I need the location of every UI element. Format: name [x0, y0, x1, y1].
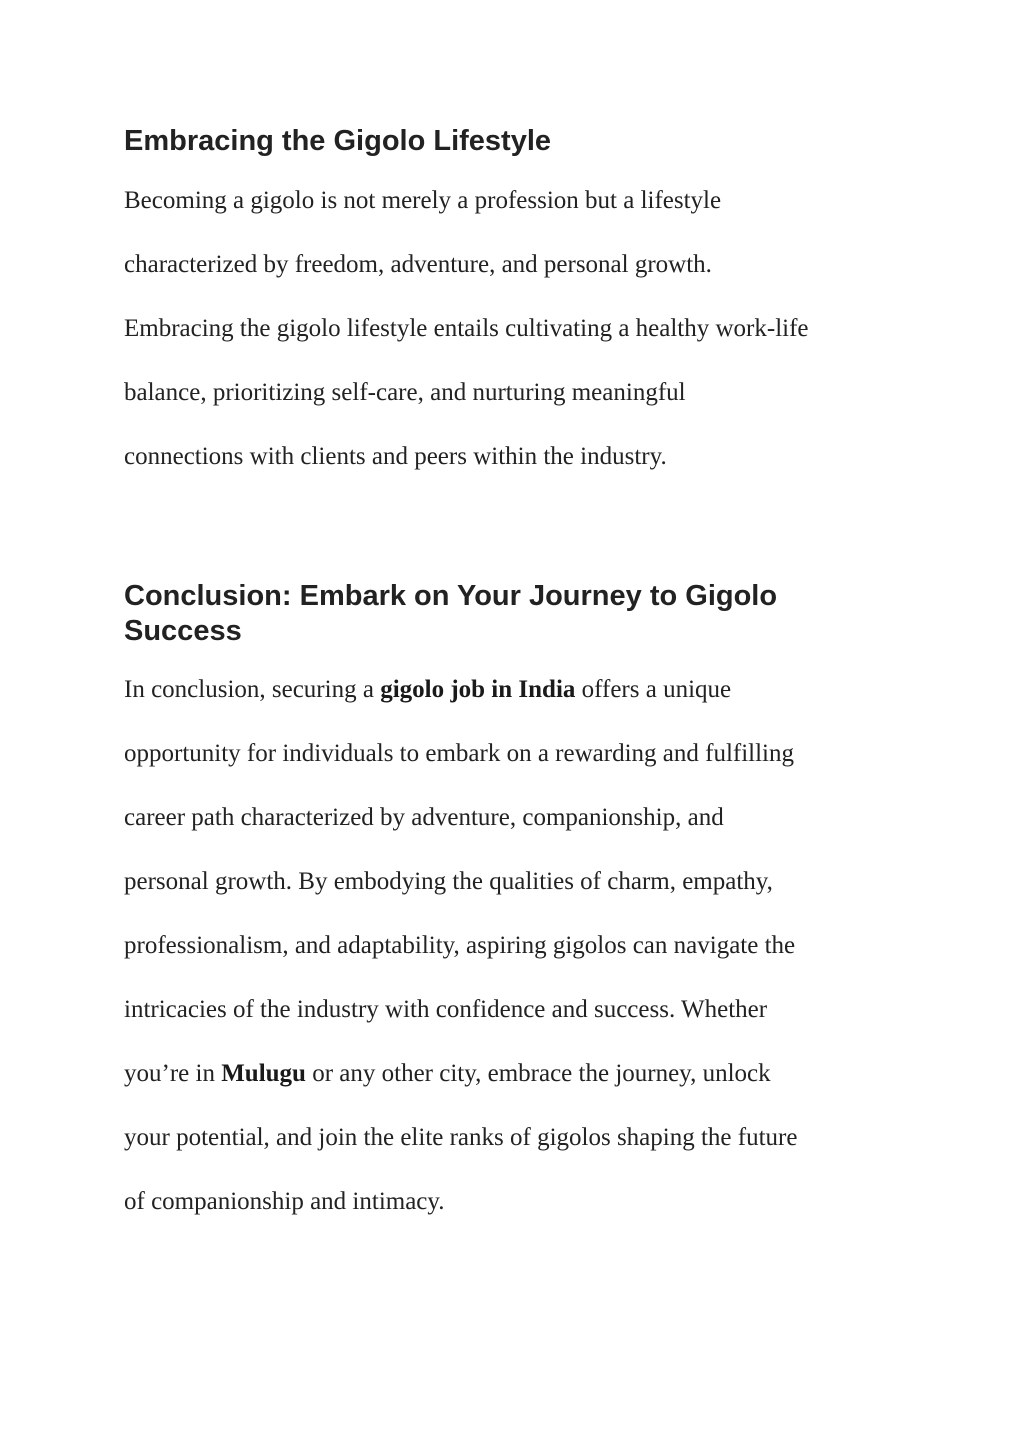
- text-run: In conclusion, securing a: [124, 676, 381, 703]
- text-line: intricacies of the industry with confidence and success. Whether: [124, 996, 768, 1023]
- text-line: balance, prioritizing self-care, and nurturing meaningful: [124, 379, 686, 406]
- text-line: career path characterized by adventure, companionship, and: [124, 804, 724, 831]
- section-embracing-lifestyle: [124, 124, 900, 489]
- text-line: connections with clients and peers within the industry.: [124, 443, 667, 470]
- bold-keyword: gigolo job in India: [380, 676, 576, 703]
- section-heading: Embracing the Gigolo Lifestyle: [124, 125, 552, 157]
- section-body: [124, 169, 900, 489]
- heading-line: Success: [124, 615, 242, 647]
- text-run: offers a unique: [575, 676, 732, 703]
- bold-keyword: Mulugu: [221, 1060, 306, 1087]
- text-line: Becoming a gigolo is not merely a profession but a lifestyle: [124, 187, 722, 214]
- section-heading: [124, 579, 900, 649]
- text-run: you’re in: [124, 1060, 222, 1087]
- text-line: personal growth. By embodying the qualities of charm, empathy,: [124, 868, 773, 895]
- text-line: professionalism, and adaptability, aspiring gigolos can navigate the: [124, 932, 796, 959]
- text-run: or any other city, embrace the journey, unlock: [305, 1060, 771, 1087]
- section-body: [124, 658, 900, 1234]
- text-line: Embracing the gigolo lifestyle entails cultivating a healthy work-life: [124, 315, 809, 342]
- heading-line: Conclusion: Embark on Your Journey to Gigolo: [124, 580, 778, 612]
- text-line: your potential, and join the elite ranks of gigolos shaping the future: [124, 1124, 798, 1151]
- text-line: characterized by freedom, adventure, and personal growth.: [124, 251, 712, 278]
- text-line: of companionship and intimacy.: [124, 1188, 445, 1215]
- section-conclusion: [124, 579, 900, 1234]
- text-line: [124, 1042, 900, 1106]
- text-line: opportunity for individuals to embark on a rewarding and fulfilling: [124, 740, 794, 767]
- text-line: [124, 658, 900, 722]
